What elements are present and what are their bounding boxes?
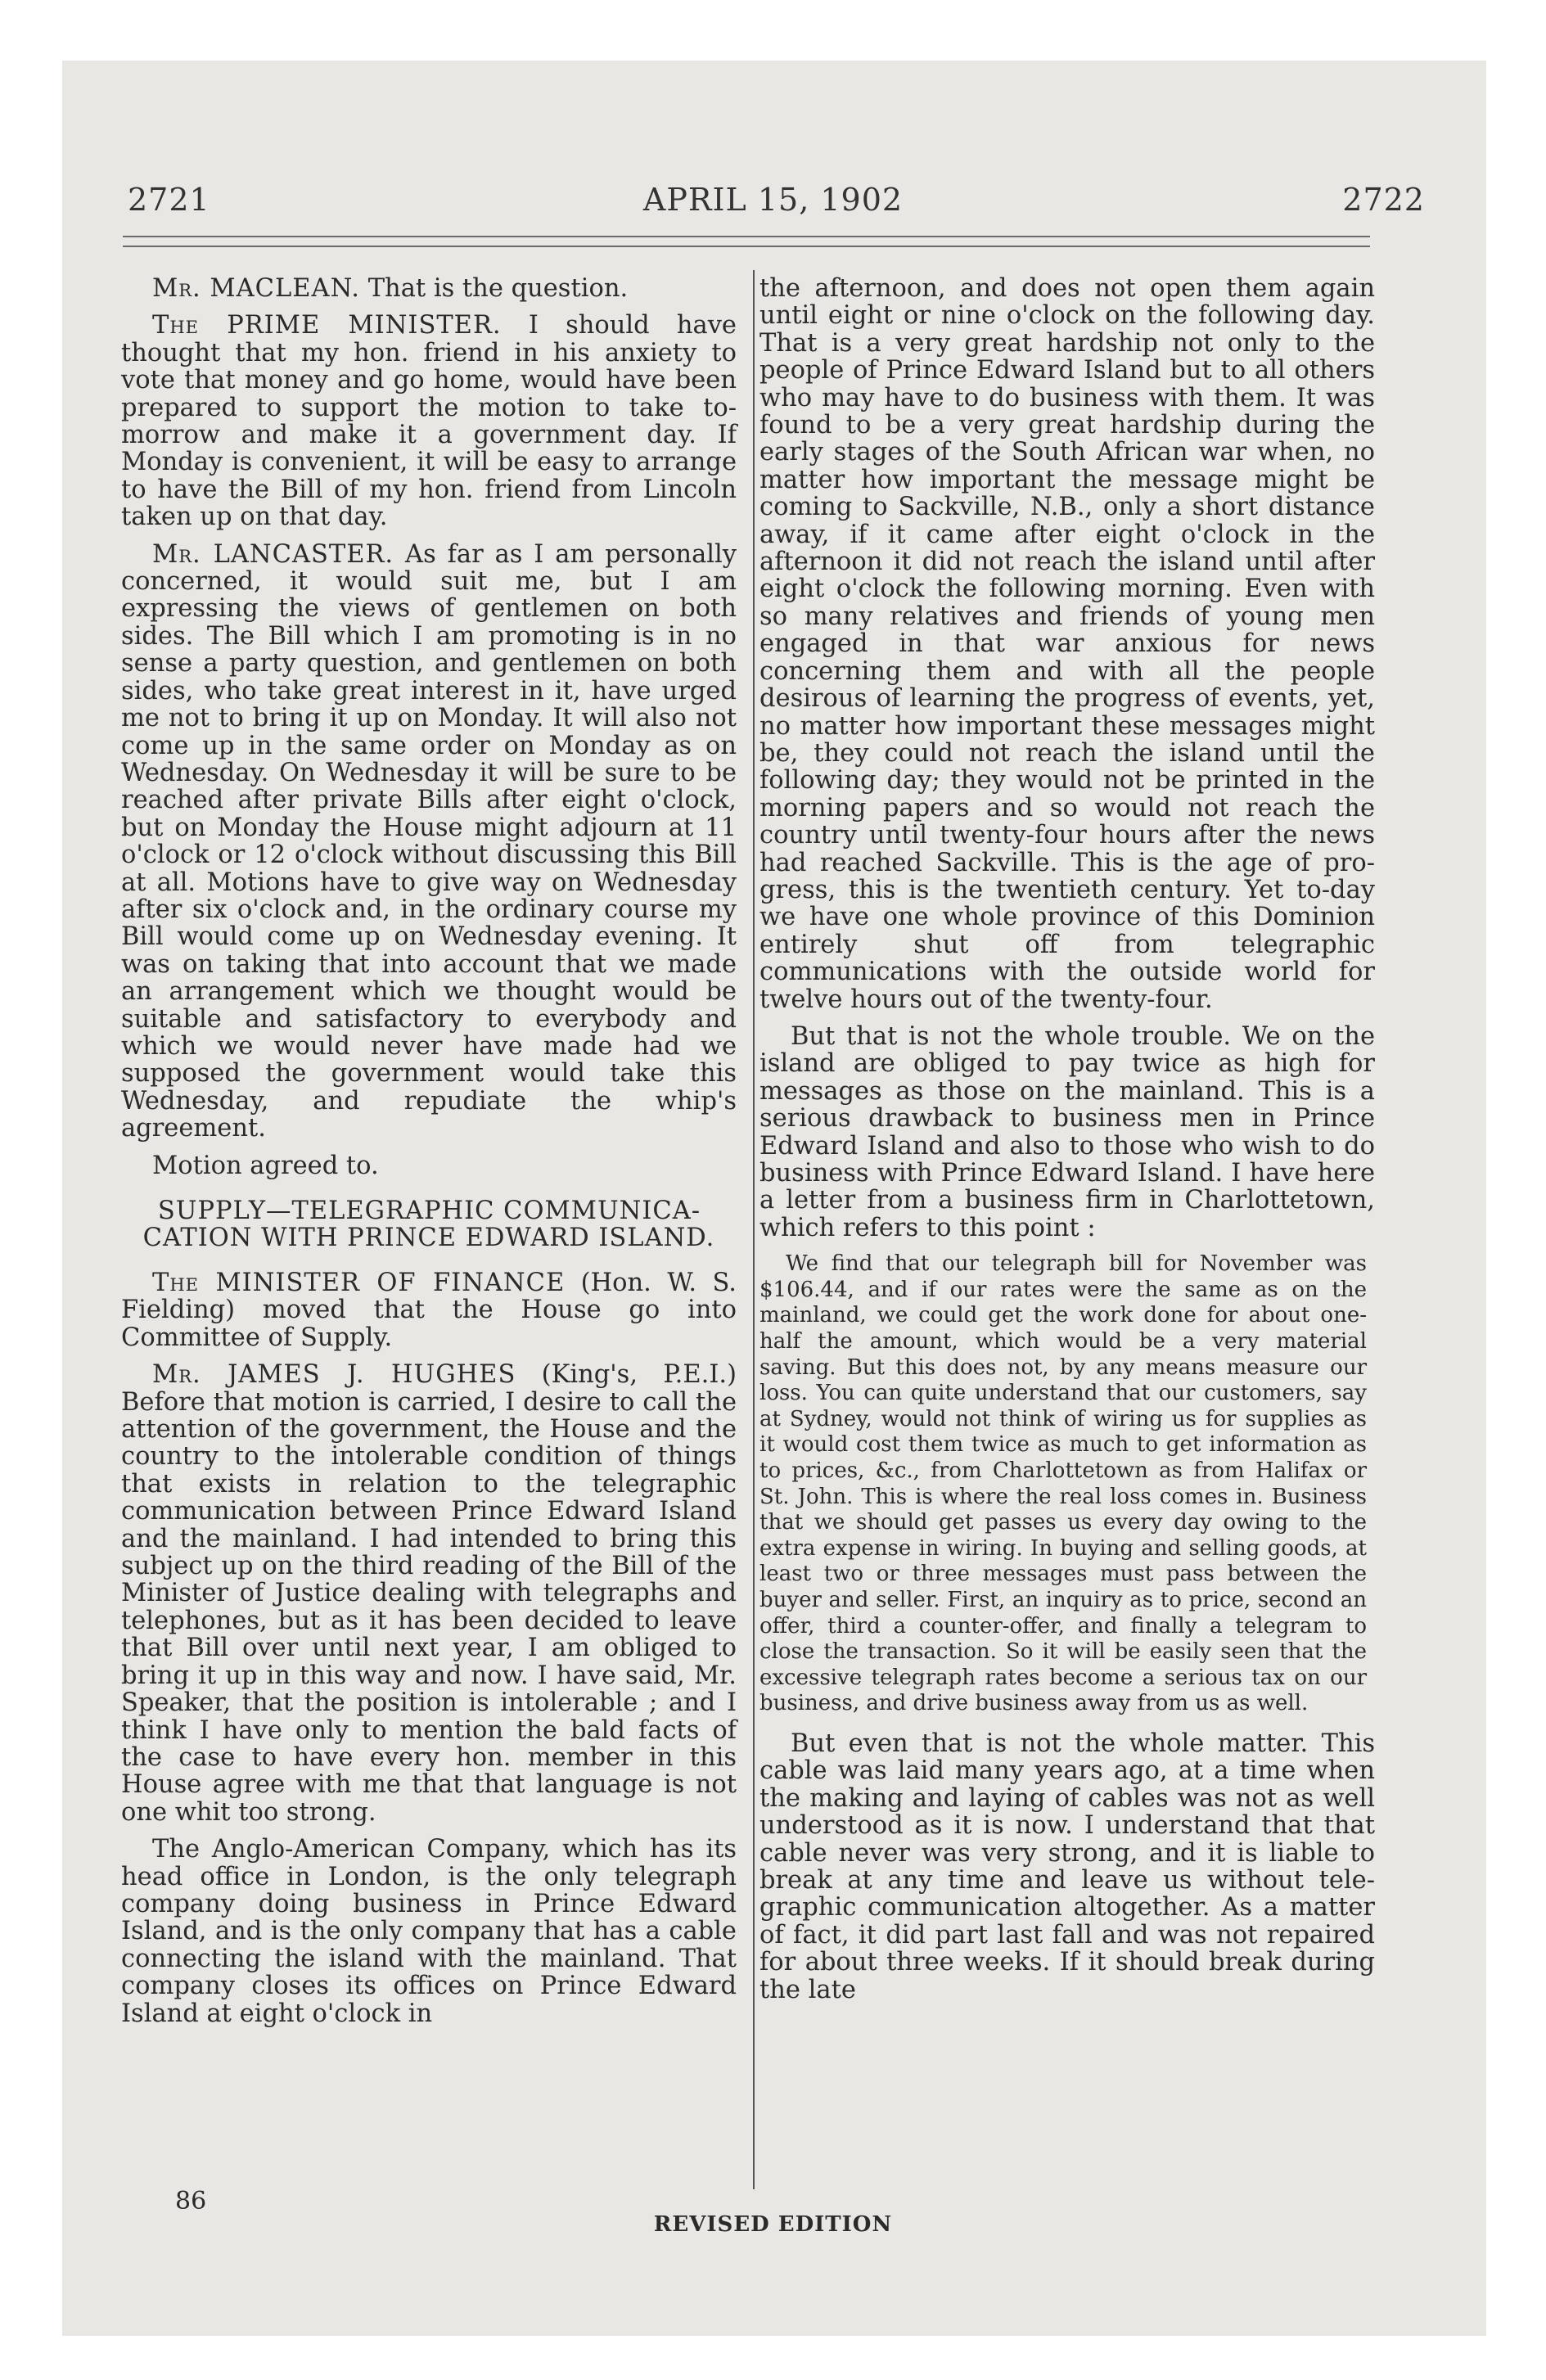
speech-text: I should have thought that my hon. friend in his anxiety to vote that money and go home, would have been prepared to support the motion to take to-morrow and make it a government day. If Monday is convenient, it will be easy to arrange to have the Bill of my hon. friend from Lincoln taken up on that day.: [121, 311, 737, 532]
paragraph: [121, 312, 737, 530]
paragraph: But even that is not the whole matter. This cable was laid many years ago, at a time when the making and laying of cables was not as well understood as it is now. I understand that that cable never was very strong, and it is liable to break at any time and leave us without telegraphic communication altogether. As a matter of fact, it did part last fall and was not repaired for about three weeks. If it should break during the late: [759, 1729, 1375, 2004]
speaker-name: Mr. MACLEAN.: [152, 274, 360, 303]
column-divider: [753, 270, 755, 2189]
signature-mark: 86: [175, 2187, 207, 2215]
section-heading: SUPPLY—TELEGRAPHIC COMMUNICACATION WITH PRINCE EDWARD ISLAND.: [142, 1197, 715, 1252]
paragraph: [121, 1361, 737, 1826]
paragraph: [121, 541, 737, 1143]
speech-text: As far as I am personally concerned, it would suit me, but I am expressing the views of gentlemen on both sides. The Bill which I am promoting is in no sense a party question, and gentlemen on both sides, who take great interest in it, have urged me not to bring it up on Monday. It will also not come up in the same order on Monday as on Wednesday. On Wednesday it will be sure to be reached after private Bills after eight o'clock, but on Monday the House might adjourn at 11 o'clock or 12 o'clock without discussing this Bill at all. Motions have to give way on Wednesday after six o'clock and, in the ordinary course my Bill would come up on Wednesday evening. It was on taking that into account that we made an arrangement which we thought would be suitable and satisfactory to everybody and which we would never have made had we supposed the government would take this Wednesday, and repudiate the whip's agreement.: [121, 539, 737, 1143]
speech-text: (King's, P.E.I.) Before that motion is carried, I desire to call the attention of the government, the House and the country to the intolerable condition of things that exists in relation to the telegraphic communication between Prince Edward Island and the mainland. I had intended to bring this subject up on the third reading of the Bill of the Minister of Justice dealing with telegraphs and telephones, but as it has been decided to leave that Bill over until next year, I am obliged to bring it up in this way and now. I have said, Mr. Speaker, that the position is intolerable ; and I think I have only to mention the bald facts of the case to have every hon. member in this House agree with me that that language is not one whit too strong.: [121, 1360, 737, 1827]
header-rule-top: [123, 236, 1370, 237]
paragraph: [121, 1269, 737, 1351]
paragraph: [121, 275, 737, 302]
speech-text: That is the question.: [367, 274, 629, 303]
speaker-name: The PRIME MINISTER.: [152, 311, 502, 340]
paragraph: The Anglo-American Company, which has its head office in London, is the only telegraph company doing business in Prince Edward Island, and is the only company that has a cable connecting the island with the mainland. That company closes its offices on Prince Edward Island at eight o'clock in: [121, 1835, 737, 2028]
left-page-number: 2721: [128, 182, 210, 218]
motion-result: Motion agreed to.: [152, 1151, 379, 1180]
page-date: APRIL 15, 1902: [642, 182, 904, 218]
paragraph: the afternoon, and does not open them again until eight or nine o'clock on the following day. That is a very great hardship not only to the people of Prince Edward Island but to all others who may have to do business with them. It was found to be a very great hardship during the early stages of the South African war when, no matter how important the message might be coming to Sackville, N.B., only a short distance away, if it came after eight o'clock in the afternoon it did not reach the island until after eight o'clock the following morning. Even with so many relatives and friends of young men engaged in that war anxious for news concerning them and with all the people desirous of learning the progress of events, yet, no matter how important these messages might be, they could not reach the island until the following day; they would not be printed in the morning papers and so would not reach the country until twenty-four hours after the news had reached Sackville. This is the age of progress, this is the twentieth century. Yet to-day we have one whole province of this Dominion entirely shut off from telegraphic communications with the outside world for twelve hours out of the twenty-four.: [759, 274, 1375, 1014]
footer-edition: REVISED EDITION: [653, 2212, 893, 2237]
speaker-name: Mr. JAMES J. HUGHES: [152, 1360, 516, 1390]
speaker-name: Mr. LANCASTER.: [152, 539, 394, 569]
right-column: [759, 275, 1375, 2013]
quote-text: We find that our telegraph bill for November was $106.44, and if our rates were the same as on the mainland, we could get the work done for about one-half the amount, which would be a very material saving. But this does not, by any means measure our loss. You can quite understand that our customers, say at Sydney, would not think of wiring us for supplies as it would cost them twice as much to get information as to prices, &c., from Charlottetown as from Halifax or St. John. This is where the real loss comes in. Business that we should get passes us every day owing to the extra expense in wiring. In buying and selling goods, at least two or three messages must pass between the buyer and seller. First, an inquiry as to price, second an offer, third a counter-offer, and finally a telegram to close the transaction. So it will be easily seen that the excessive telegraph rates become a serious tax on our business, and drive business away from us as well.: [759, 1251, 1367, 1716]
speech-text: (Hon. W. S. Fielding) moved that the House go into Committee of Supply.: [121, 1269, 737, 1352]
header-rule-bottom: [123, 246, 1370, 247]
right-page-number: 2722: [1342, 182, 1425, 218]
paragraph: But that is not the whole trouble. We on the island are obliged to pay twice as high for messages as those on the mainland. This is a serious drawback to business men in Prince Edward Island and also to those who wish to do business with Prince Edward Island. I have here a letter from a business firm in Charlottetown, which refers to this point :: [759, 1021, 1375, 1242]
quoted-letter: [759, 1251, 1367, 1717]
left-column: [121, 275, 737, 2037]
speaker-name: The MINISTER OF FINANCE: [152, 1269, 566, 1297]
